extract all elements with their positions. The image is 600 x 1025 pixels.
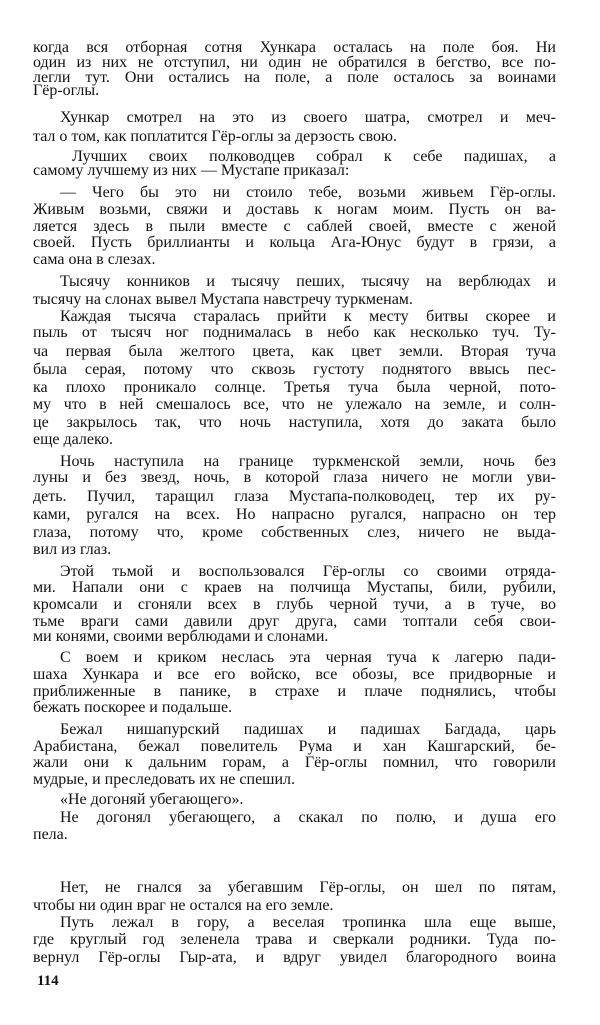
text-line: вернул Гёр-оглы Гыр-ата, и вдруг увидел благородного воина <box>33 949 556 966</box>
text-line: Гёр-оглы. <box>33 82 100 99</box>
text-line: Каждая тысяча старалась прийти к месту битвы скорее и <box>60 308 556 325</box>
text-line: Лучших своих полководцев собрал к себе падишах, а <box>72 148 556 165</box>
text-line: мудрые, и преследовать их не спешил. <box>33 771 296 788</box>
text-line: бежать поскорее и подальше. <box>33 699 233 716</box>
page-number: 114 <box>37 973 59 989</box>
text-line: ками, ругался на всех. Но напрасно ругался, напрасно он тер <box>33 506 556 523</box>
text-line: це закрылось так, что ночь наступила, хотя до заката было <box>33 414 556 431</box>
text-line: Тысячу конников и тысячу пеших, тысячу на верблюдах и <box>60 273 556 290</box>
text-line: Ночь наступила на границе туркменской земли, ночь без <box>60 453 556 470</box>
text-line: Путь лежал в гору, а веселая тропинка шла еще выше, <box>60 914 556 931</box>
text-line: Арабистана, бежал повелитель Рума и хан Кашгарский, бе- <box>33 738 556 755</box>
text-line: му что в ней смешалось все, что не улежало на земле, и солн- <box>33 396 556 413</box>
text-line: Бежал нишапурский падишах и падишах Багдада, царь <box>60 721 556 738</box>
text-line: луны и без звезд, ночь, в которой глаза ничего не могли уви- <box>33 469 556 486</box>
text-line: кромсали и сгоняли всех в глубь черной тучи, а в туче, во <box>33 596 556 613</box>
text-line: Не догонял убегающего, а скакал по полю, и душа его <box>60 809 556 826</box>
text-line: тал о том, как поплатится Гёр-оглы за дерзость свою. <box>33 128 397 145</box>
text-line: своей. Пусть бриллианты и кольца Ага-Юнус будут в грязи, а <box>33 234 556 251</box>
text-line: ча первая была желтого цвета, как цвет земли. Вторая туча <box>33 343 556 360</box>
text-line: ка плохо проникало солнце. Третья туча была черной, пото- <box>33 379 556 396</box>
text-line: вил из глаз. <box>33 541 112 558</box>
text-line: легли тут. Они остались на поле, а поле осталось за воинами <box>33 69 556 86</box>
text-line: сама она в слезах. <box>33 251 156 268</box>
text-line: чтобы ни один враг не остался на его земле. <box>33 897 334 914</box>
text-line: жали они к дальним горам, а Гёр-оглы помнил, что говорили <box>33 754 556 771</box>
text-line: когда вся отборная сотня Хункара осталась на поле боя. Ни <box>33 39 556 56</box>
text-line: тьме враги сами давили друг друга, сами топтали себя свои- <box>33 613 556 630</box>
text-line: Нет, не гнался за убегавшим Гёр-оглы, он шел по пятам, <box>60 879 556 896</box>
text-line: была серая, потому что сквозь густоту поднятого ввысь пес- <box>33 361 556 378</box>
text-line: Этой тьмой и воспользовался Гёр-оглы со своими отряда- <box>60 563 556 580</box>
text-line: самому лучшему из них — Мустапе приказал: <box>33 162 350 179</box>
text-line: еще далеко. <box>33 431 113 448</box>
text-line: С воем и криком неслась эта черная туча к лагерю пади- <box>60 649 556 666</box>
text-line: шаха Хункара и все его войско, все обозы, все придворные и <box>33 666 556 683</box>
text-line: Хункар смотрел на это из своего шатра, смотрел и меч- <box>60 109 556 126</box>
text-line: пыль от тысяч ног поднималась в небо как несколько туч. Ту- <box>33 324 556 341</box>
text-line: где круглый год зеленела трава и сверкали родники. Туда по- <box>33 931 556 948</box>
text-line: — Чего бы это ни стоило тебе, возьми живьем Гёр-оглы. <box>60 184 556 201</box>
text-line: ляется здесь в пыли вместе с саблей своей, вместе с женой <box>33 218 556 235</box>
text-line: пела. <box>33 826 68 843</box>
text-line: деть. Пучил, таращил глаза Мустапа-полководец, тер их ру- <box>33 488 556 505</box>
text-line: один из них не отступил, ни один не обратился в бегство, все по- <box>33 54 556 71</box>
text-line: ми. Напали они с краев на полчища Мустапы, били, рубили, <box>33 579 556 596</box>
text-line: глаза, потому что, кроме собственных слез, ничего не выда- <box>33 524 556 541</box>
text-line: приближенные в панике, в страхе и плаче поднялись, чтобы <box>33 683 556 700</box>
text-line: тысячу на слонах вывел Мустапа навстречу туркменам. <box>33 291 413 308</box>
text-line: Живым возьми, свяжи и доставь к ногам моим. Пусть он ва- <box>33 201 556 218</box>
text-line: ми конями, своими верблюдами и слонами. <box>33 628 329 645</box>
text-line: «Не догоняй убегающего». <box>60 791 244 808</box>
